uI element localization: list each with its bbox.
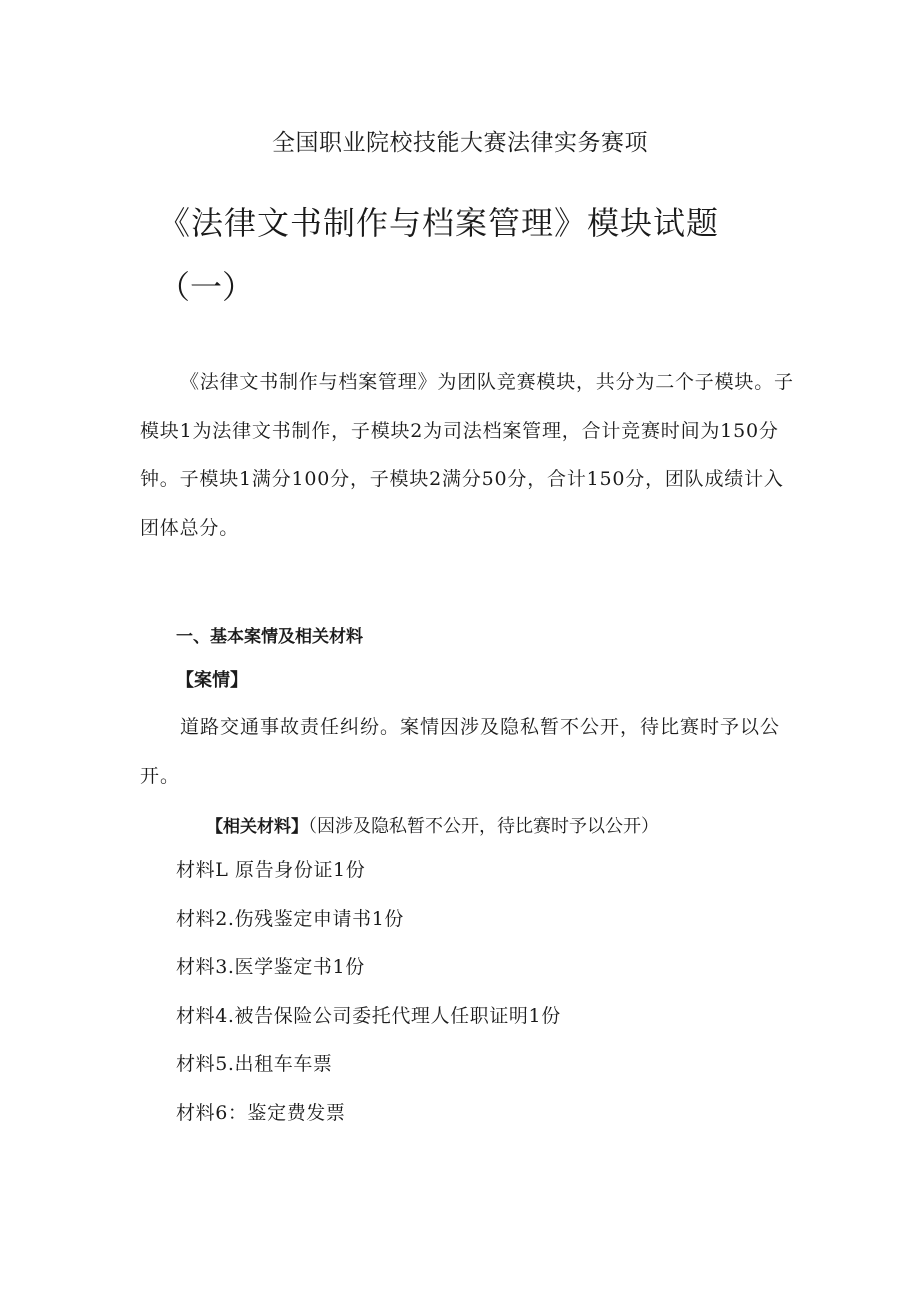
list-item: 材料5.出租车车票	[176, 1053, 333, 1075]
materials-line	[206, 812, 659, 838]
materials-note: （因涉及隐私暂不公开，待比赛时予以公开）	[308, 816, 659, 837]
case-label: 【案情】	[176, 670, 248, 691]
document-title: 《法律文书制作与档案管理》模块试题	[158, 204, 720, 242]
list-item: 材料L 原告身份证1份	[176, 859, 366, 881]
materials-list	[176, 852, 561, 1143]
list-item: 材料4.被告保险公司委托代理人任职证明1份	[176, 1004, 561, 1027]
list-item: 材料3.医学鉴定书1份	[176, 956, 365, 978]
materials-label: 【相关材料】	[206, 817, 308, 837]
document-subtitle: 全国职业院校技能大赛法律实务赛项	[272, 130, 648, 156]
list-item: 材料2.伤残鉴定申请书1份	[176, 907, 405, 930]
document-title-number: （一）	[158, 268, 255, 306]
case-paragraph: 道路交通事故责任纠纷。案情因涉及隐私暂不公开，待比赛时予以公开。	[140, 716, 781, 787]
intro-paragraph: 《法律文书制作与档案管理》为团队竞赛模块，共分为二个子模块。子模块1为法律文书制作，子模块2为司法档案管理，合计竞赛时间为150分钟。子模块1满分100分，子模块2满分50分，合计150分，团队成绩计入团体总分。	[140, 371, 794, 539]
list-item: 材料6：鉴定费发票	[176, 1101, 346, 1124]
section-heading: 一、基本案情及相关材料	[176, 627, 363, 647]
